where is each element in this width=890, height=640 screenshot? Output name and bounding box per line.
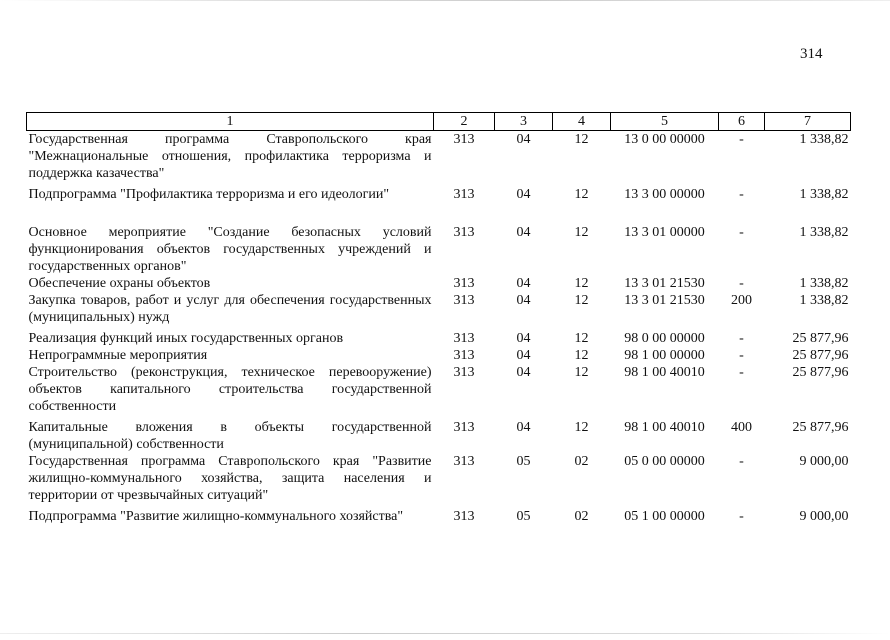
row-target-article: 13 0 00 00000 (624, 132, 705, 147)
row-code-ministry: 313 (453, 276, 475, 291)
row-name: Непрограммные мероприятия (28, 348, 208, 363)
table-row (27, 453, 851, 508)
table-row (27, 347, 851, 364)
row-code-ministry: 313 (453, 454, 475, 469)
table-row (27, 419, 851, 453)
row-code-ministry: 313 (453, 331, 475, 346)
scan-edge-bottom (0, 633, 890, 634)
row-expense-type: - (739, 276, 744, 291)
row-section: 04 (516, 293, 531, 308)
row-expense-type: - (739, 187, 744, 202)
row-target-article: 05 0 00 00000 (624, 454, 705, 469)
row-expense-type: - (739, 365, 744, 380)
table-row (27, 224, 851, 275)
row-name: Закупка товаров, работ и услуг для обеспечения государственных (муниципальных) нужд (28, 293, 432, 325)
row-target-article: 13 3 01 00000 (624, 225, 705, 240)
row-subsection: 12 (574, 276, 589, 291)
row-target-article: 13 3 00 00000 (624, 187, 705, 202)
row-subsection: 12 (574, 348, 589, 363)
header-col-5: 5 (611, 113, 719, 131)
row-subsection: 12 (574, 187, 589, 202)
row-subsection: 12 (574, 331, 589, 346)
table-row (27, 364, 851, 419)
row-section: 04 (516, 420, 531, 435)
row-subsection: 12 (574, 132, 589, 147)
table-row (27, 131, 851, 187)
table-row (27, 292, 851, 330)
row-amount: 25 877,96 (792, 365, 849, 380)
row-name: Подпрограмма "Развитие жилищно-коммунального хозяйства" (28, 509, 404, 524)
table-row (27, 186, 851, 224)
row-target-article: 98 0 00 00000 (624, 331, 705, 346)
row-section: 04 (516, 365, 531, 380)
row-subsection: 02 (574, 454, 589, 469)
row-expense-type: - (739, 225, 744, 240)
row-amount: 9 000,00 (799, 454, 849, 469)
row-section: 05 (516, 509, 531, 524)
row-code-ministry: 313 (453, 225, 475, 240)
row-expense-type: - (739, 348, 744, 363)
header-col-1: 1 (27, 113, 434, 131)
row-name: Государственная программа Ставропольского края "Межнациональные отношения, профилактика терроризма и поддержка казачества" (28, 132, 432, 181)
row-name: Строительство (реконструкция, техническое перевооружение) объектов капитального строительства государственной собственности (28, 365, 432, 414)
row-section: 04 (516, 348, 531, 363)
row-amount: 25 877,96 (792, 348, 849, 363)
row-expense-type: - (739, 132, 744, 147)
row-target-article: 05 1 00 00000 (624, 509, 705, 524)
row-code-ministry: 313 (453, 293, 475, 308)
row-code-ministry: 313 (453, 348, 475, 363)
row-amount: 1 338,82 (799, 132, 849, 147)
row-code-ministry: 313 (453, 509, 475, 524)
scan-edge-top (0, 0, 890, 1)
row-subsection: 12 (574, 225, 589, 240)
row-section: 05 (516, 454, 531, 469)
row-name: Подпрограмма "Профилактика терроризма и его идеологии" (28, 187, 390, 202)
row-subsection: 12 (574, 420, 589, 435)
row-amount: 1 338,82 (799, 187, 849, 202)
row-name: Основное мероприятие "Создание безопасных условий функционирования объектов государственных учреждений и государственных органов" (28, 225, 432, 274)
row-name: Обеспечение охраны объектов (28, 276, 211, 291)
row-section: 04 (516, 331, 531, 346)
table-row (27, 508, 851, 525)
table-row (27, 330, 851, 347)
row-code-ministry: 313 (453, 187, 475, 202)
header-col-2: 2 (434, 113, 495, 131)
row-section: 04 (516, 187, 531, 202)
row-name: Государственная программа Ставропольского края "Развитие жилищно-коммунального хозяйства, защита населения и территории от чрезвычайных ситуаций" (28, 454, 432, 503)
row-expense-type: 400 (731, 420, 752, 435)
row-amount: 25 877,96 (792, 331, 849, 346)
header-col-3: 3 (495, 113, 553, 131)
row-amount: 1 338,82 (799, 293, 849, 308)
row-target-article: 13 3 01 21530 (624, 276, 705, 291)
table-row (27, 275, 851, 292)
row-code-ministry: 313 (453, 365, 475, 380)
row-subsection: 02 (574, 509, 589, 524)
row-amount: 9 000,00 (799, 509, 849, 524)
row-section: 04 (516, 225, 531, 240)
row-target-article: 98 1 00 00000 (624, 348, 705, 363)
row-code-ministry: 313 (453, 420, 475, 435)
row-expense-type: - (739, 454, 744, 469)
row-section: 04 (516, 132, 531, 147)
row-target-article: 98 1 00 40010 (624, 420, 705, 435)
row-expense-type: 200 (731, 293, 752, 308)
row-section: 04 (516, 276, 531, 291)
header-col-4: 4 (553, 113, 611, 131)
row-subsection: 12 (574, 365, 589, 380)
row-target-article: 13 3 01 21530 (624, 293, 705, 308)
row-amount: 1 338,82 (799, 225, 849, 240)
page-number: 314 (800, 46, 823, 62)
row-target-article: 98 1 00 40010 (624, 365, 705, 380)
row-expense-type: - (739, 331, 744, 346)
row-name: Реализация функций иных государственных органов (28, 331, 344, 346)
row-subsection: 12 (574, 293, 589, 308)
table-header-row (27, 113, 851, 131)
row-amount: 1 338,82 (799, 276, 849, 291)
row-code-ministry: 313 (453, 132, 475, 147)
header-col-6: 6 (719, 113, 765, 131)
header-col-7: 7 (765, 113, 851, 131)
row-expense-type: - (739, 509, 744, 524)
row-amount: 25 877,96 (792, 420, 849, 435)
row-name: Капитальные вложения в объекты государственной (муниципальной) собственности (28, 420, 432, 452)
budget-table (26, 112, 851, 525)
